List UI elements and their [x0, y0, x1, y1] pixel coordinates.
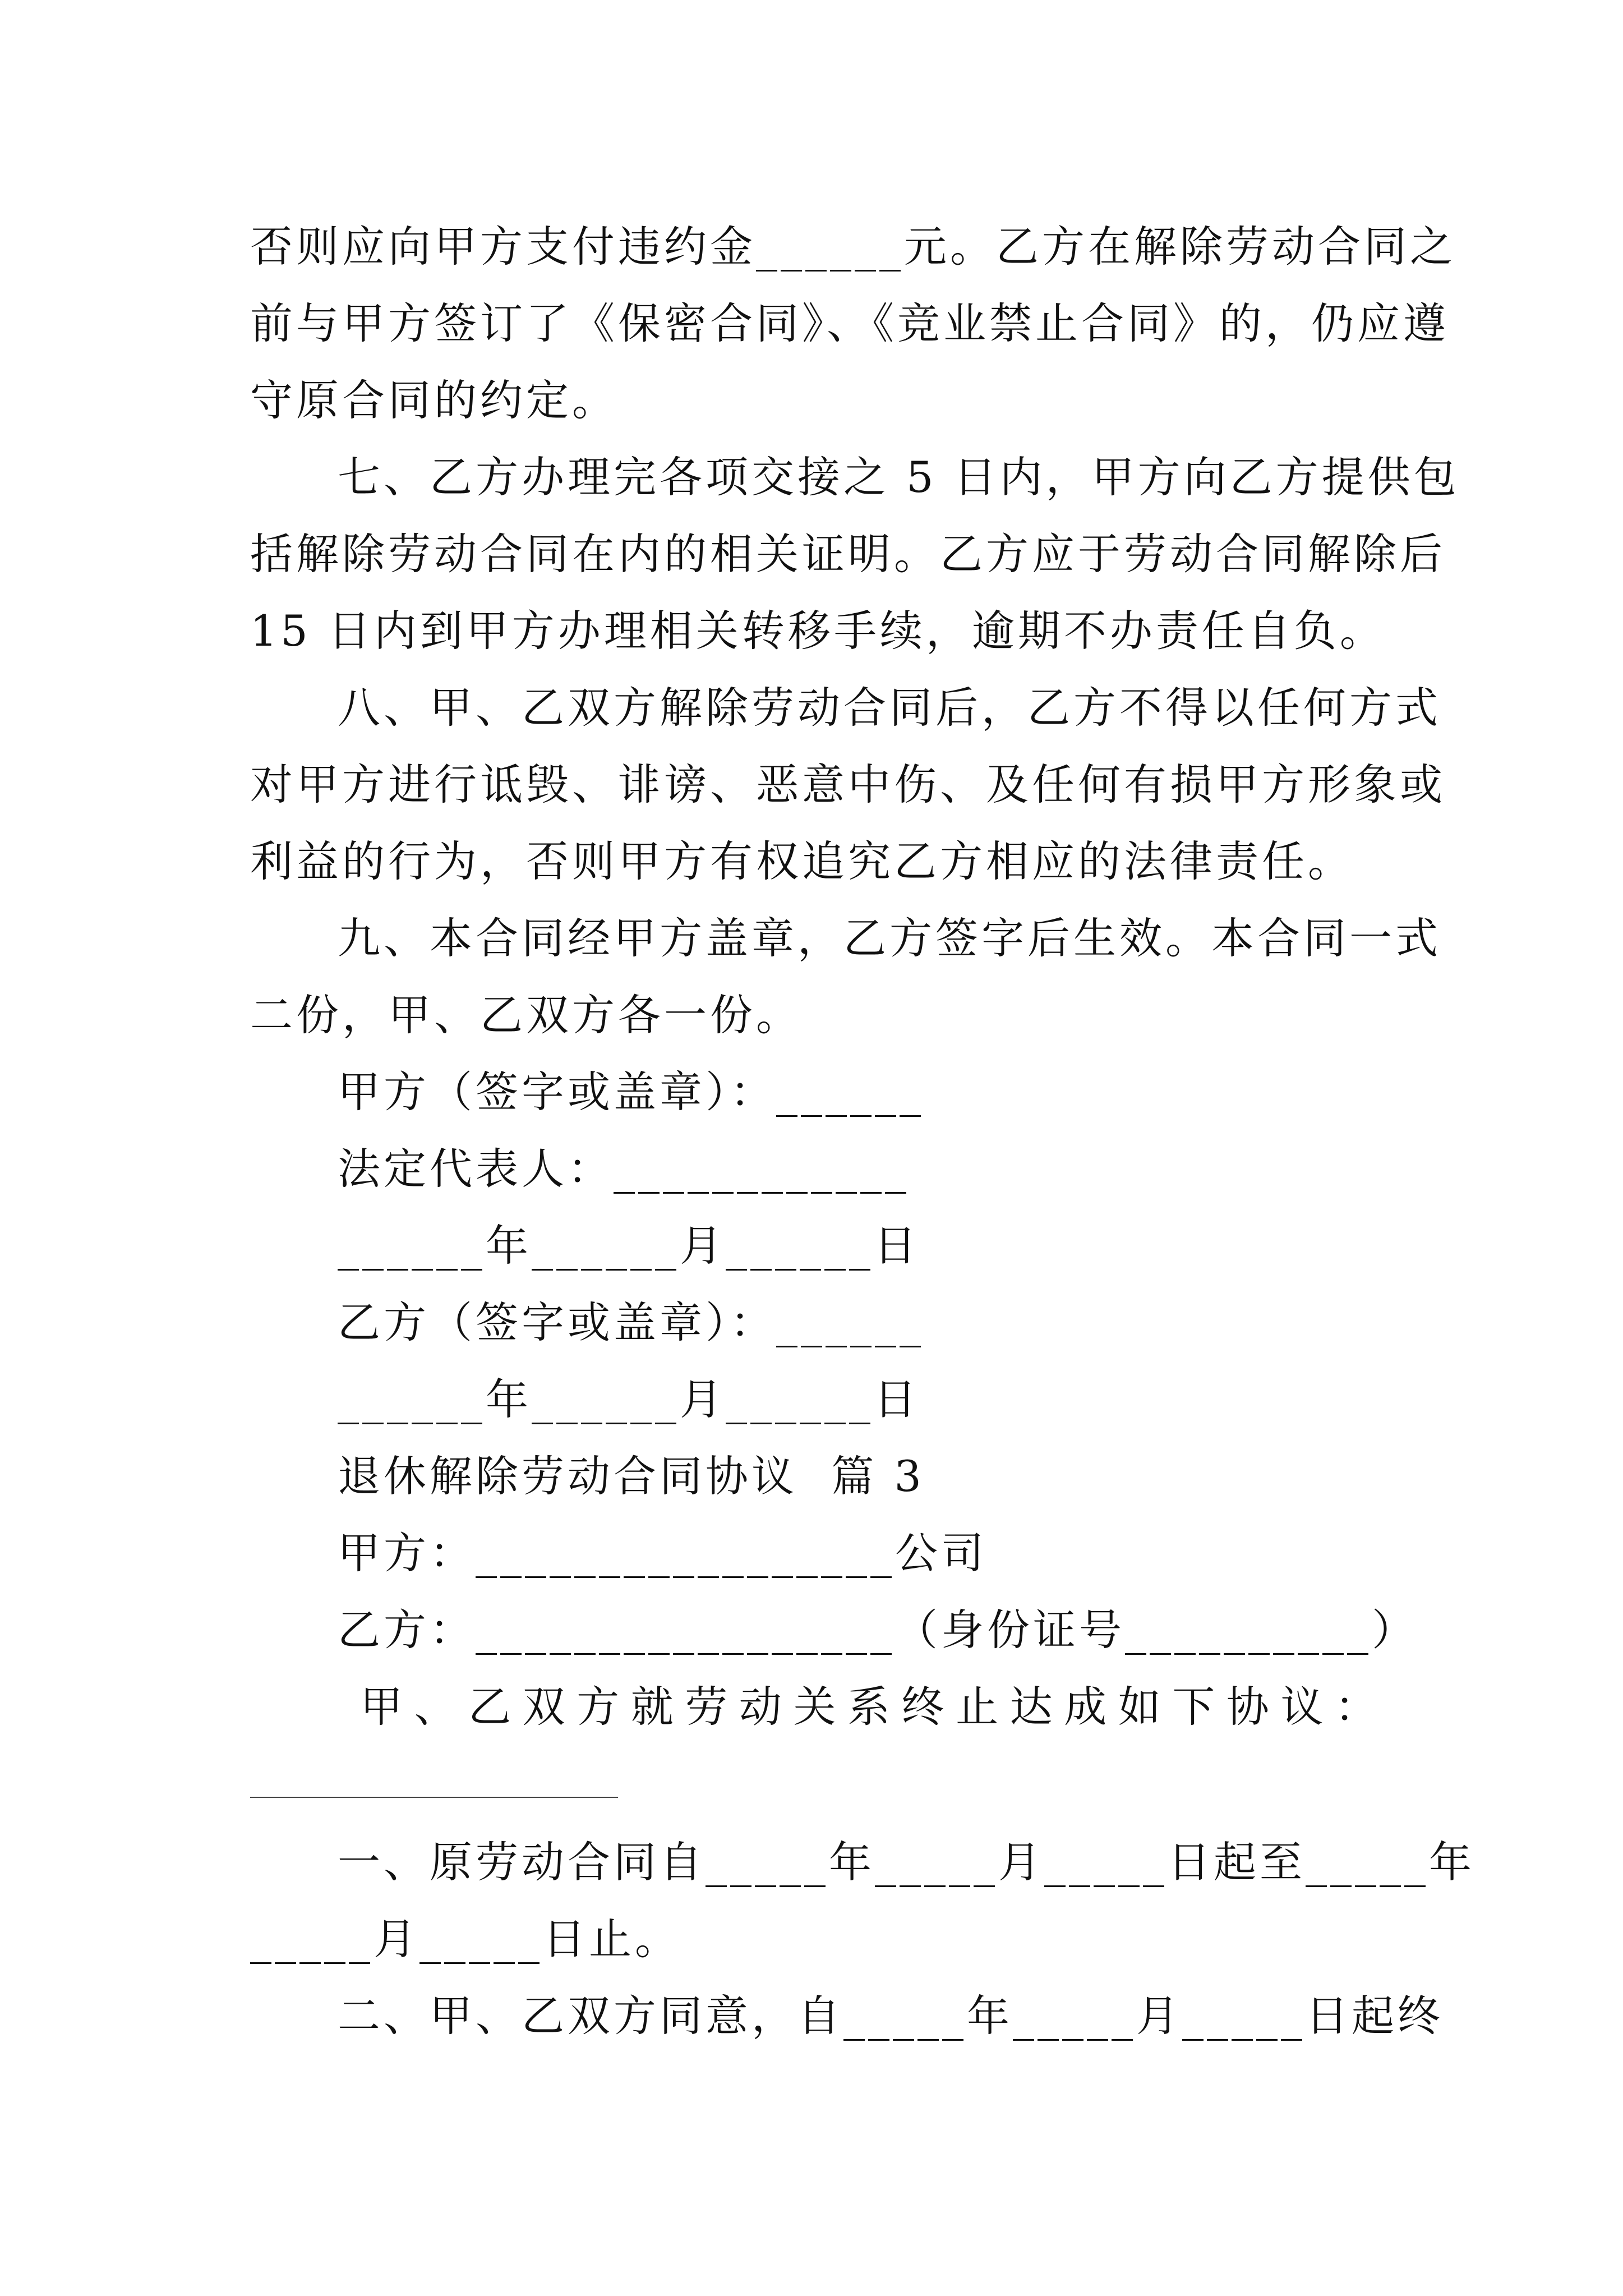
party-a-line: 甲方：_________________公司	[338, 1528, 987, 1578]
paragraph-line: 对甲方进行诋毁、诽谤、恶意中伤、及任何有损甲方形象或	[250, 760, 1446, 809]
party-b-line: 乙方：_________________（身份证号__________）	[338, 1605, 1418, 1655]
paragraph-line: 否则应向甲方支付违约金______元。乙方在解除劳动合同之	[250, 222, 1456, 272]
paragraph-line: 守原合同的约定。	[250, 375, 618, 425]
section-title: 退休解除劳动合同协议 篇 3	[338, 1451, 925, 1501]
clause-8-line: 八、甲、乙双方解除劳动合同后，乙方不得以任何方式	[338, 683, 1441, 733]
paragraph-line: 括解除劳动合同在内的相关证明。乙方应于劳动合同解除后	[250, 529, 1446, 579]
clause-7-line: 七、乙方办理完各项交接之 5 日内，甲方向乙方提供包	[338, 452, 1460, 502]
party-b-signature-line: 乙方（签字或盖章）：______	[338, 1297, 924, 1347]
paragraph-line: 15 日内到甲方办理相关转移手续，逾期不办责任自负。	[250, 606, 1386, 656]
party-a-signature-line: 甲方（签字或盖章）：______	[338, 1067, 924, 1117]
clause-2-line: 二、甲、乙双方同意，自_____年_____月_____日起终	[338, 1991, 1444, 2041]
paragraph-line: 前与甲方签订了《保密合同》、《竞业禁止合同》的，仍应遵	[250, 298, 1449, 348]
date-line: ______年______月______日	[338, 1374, 920, 1424]
paragraph-line: _____月_____日止。	[250, 1914, 681, 1964]
date-line: ______年______月______日	[338, 1221, 920, 1271]
clause-9-line: 九、本合同经甲方盖章，乙方签字后生效。本合同一式	[338, 913, 1441, 963]
legal-representative-line: 法定代表人：____________	[338, 1144, 910, 1194]
paragraph-line: 利益的行为，否则甲方有权追究乙方相应的法律责任。	[250, 836, 1354, 886]
clause-1-line: 一、原劳动合同自_____年_____月_____日起至_____年	[338, 1837, 1475, 1887]
agreement-intro: 甲、乙双方就劳动关系终止达成如下协议：	[360, 1682, 1381, 1732]
paragraph-line: 二份，甲、乙双方各一份。	[250, 990, 802, 1040]
blank-underline	[250, 1797, 618, 1798]
